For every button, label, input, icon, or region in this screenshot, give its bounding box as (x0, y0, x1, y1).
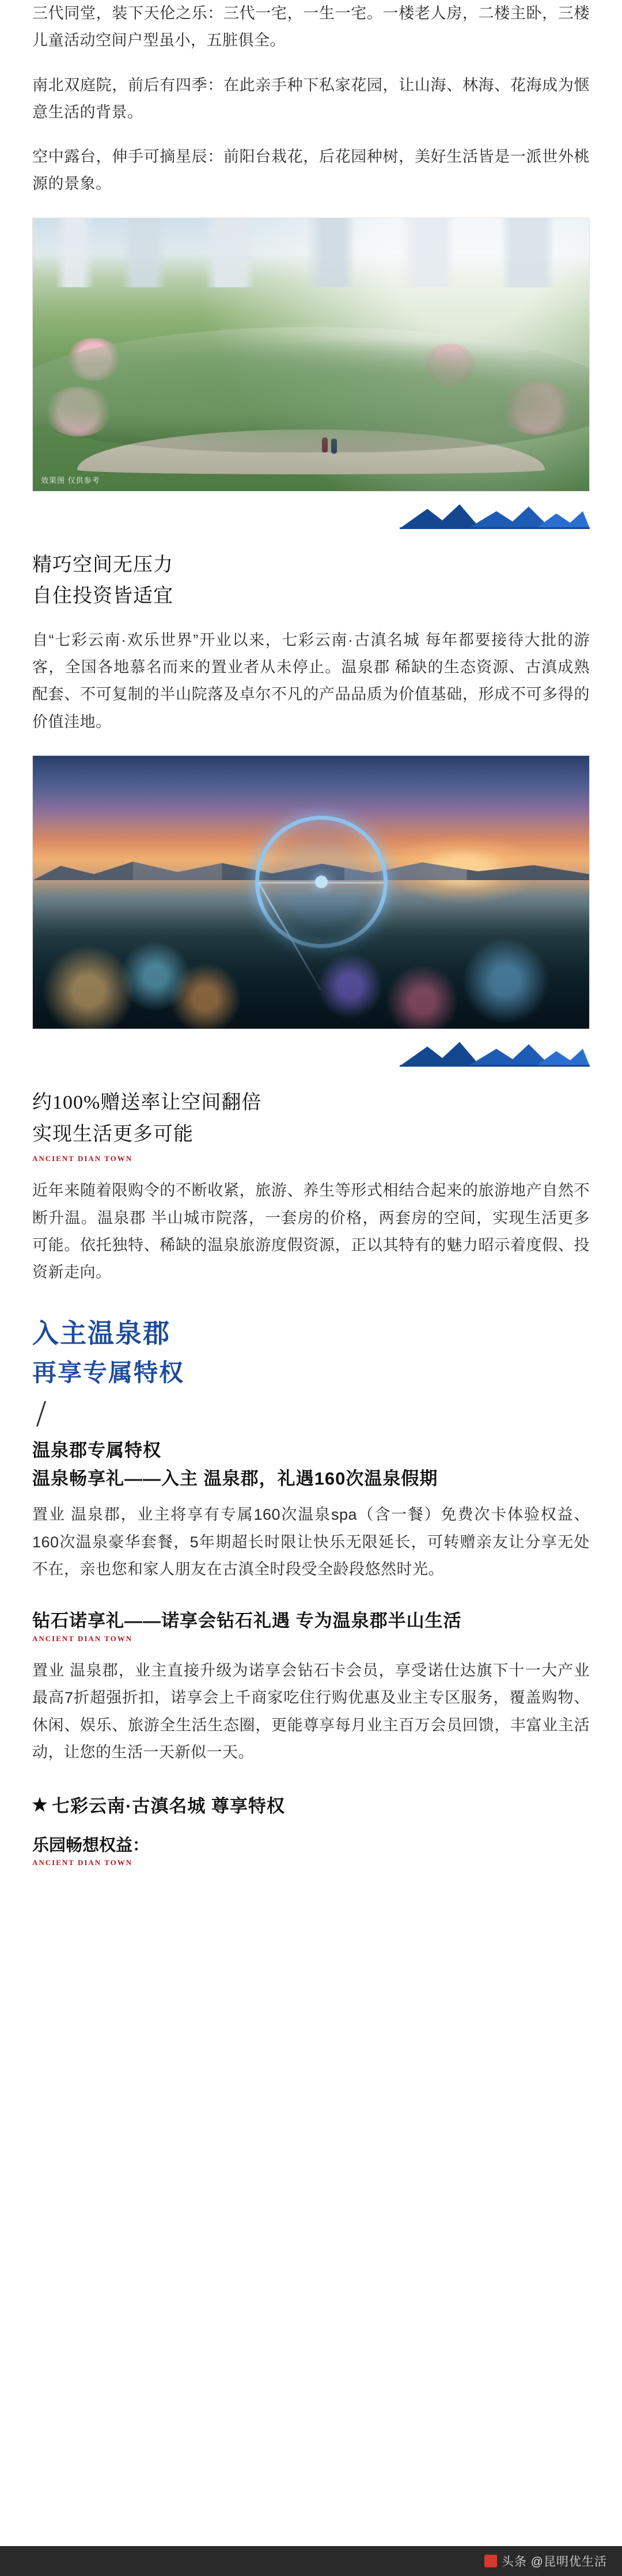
heading-1-line-1: 精巧空间无压力 (32, 554, 173, 576)
blossom-tree-icon (422, 344, 477, 386)
slash-divider (36, 1401, 46, 1426)
paragraph-7: 置业 温泉郡，业主直接升级为诺享会钻石卡会员，享受诺仕达旗下十一大产业最高7折超强折扣，诺享会上千商家吃住行购优惠及业主专区服务，覆盖购物、休闲、娱乐、旅游全生活生态圈，更能尊享每月业主百万会员回馈，丰富业主活动，让您的生活一天新似一天。 (32, 1662, 590, 1761)
image-watermark: 效果图 仅供参考 (41, 475, 100, 485)
park-benefit-heading: 乐园畅想权益： (32, 1836, 150, 1855)
ancient-dian-town-tag-2: ANCIENT DIAN TOWN (32, 1634, 133, 1643)
ferris-wheel-image (32, 755, 590, 1029)
paragraph-3: 空中露台，伸手可摘星辰：前阳台栽花，后花园种树，美好生活皆是一派世外桃源的景象。 (32, 148, 590, 193)
pedestrian-figures (322, 437, 328, 452)
paragraph-2: 南北双庭院，前后有四季：在此亲手种下私家花园，让山海、林海、花海成为惬意生活的背景。 (32, 76, 590, 121)
paragraph-6: 置业 温泉郡，业主将享有专属160次温泉spa（含一餐）免费次卡体验权益、160次温泉豪华套餐，5年期超长时限让快乐无限延长，可转赠亲友让分享无处不在，亲也您和家人朋友在古滇全时段受全龄段悠然时光。 (32, 1506, 590, 1578)
figure-aerial-render (32, 218, 590, 492)
ferris-hub (315, 876, 328, 888)
paragraph-5: 近年来随着限购令的不断收紧，旅游、养生等形式相结合起来的旅游地产自然不断升温。温泉郡 半山城市院落，一套房的价格，两套房的空间，实现生活更多可能。依托独特、稀缺的温泉旅游度假资源，正以其特有的魅力昭示着度假、投资新走向。 (32, 1182, 590, 1281)
aerial-community-image (32, 218, 590, 492)
brand-privilege-heading (32, 1791, 590, 1817)
blue-title-line-1: 入主温泉郡 (32, 1319, 170, 1349)
privilege-sub-heading: 温泉郡专属特权 (32, 1440, 161, 1461)
paragraph-1: 三代同堂，装下天伦之乐：三代一宅，一生一宅。一楼老人房，二楼主卧，三楼儿童活动空间户型虽小，五脏俱全。 (32, 5, 590, 50)
footer-watermark-bar (0, 2546, 622, 2576)
figure-park-night (32, 755, 590, 1029)
brand-privilege-heading-text: 七彩云南·古滇名城 尊享特权 (52, 1796, 285, 1816)
heading-1-line-2: 自住投资皆适宜 (32, 585, 173, 607)
blossom-tree-icon (500, 382, 575, 435)
blue-title-line-2: 再享专属特权 (32, 1360, 185, 1387)
privilege-sub-heading-2: 温泉畅享礼——入主 温泉郡，礼遇160次温泉假期 (32, 1468, 438, 1489)
park-lights (33, 903, 589, 1029)
heading-2-line-2: 实现生活更多可能 (32, 1123, 194, 1145)
ancient-dian-town-tag: ANCIENT DIAN TOWN (32, 1154, 133, 1163)
mountain-motif-divider-2 (32, 1035, 590, 1067)
toutiao-icon (484, 2555, 497, 2567)
diamond-privilege-heading: 钻石诺享礼——诺享会钻石礼遇 专为温泉郡半山生活 (32, 1611, 462, 1631)
blossom-tree-icon (44, 387, 113, 436)
mountain-motif-divider (32, 497, 590, 530)
ancient-dian-town-tag-3: ANCIENT DIAN TOWN (32, 1858, 133, 1867)
garden-path (77, 429, 544, 474)
paragraph-4: 自“七彩云南·欢乐世界”开业以来，七彩云南·古滇名城 每年都要接待大批的游客，全国各地慕名而来的置业者从未停止。温泉郡 稀缺的生态资源、古滇成熟配套、不可复制的半山院落及卓尔不凡的产品品质为价值基础，形成不可多得的价值洼地。 (32, 631, 590, 730)
footer-text: 头条 @昆明优生活 (501, 2555, 607, 2569)
blossom-tree-icon (66, 338, 122, 380)
star-brand-icon (32, 1797, 47, 1812)
heading-2-line-1: 约100%赠送率让空间翻倍 (32, 1091, 262, 1113)
